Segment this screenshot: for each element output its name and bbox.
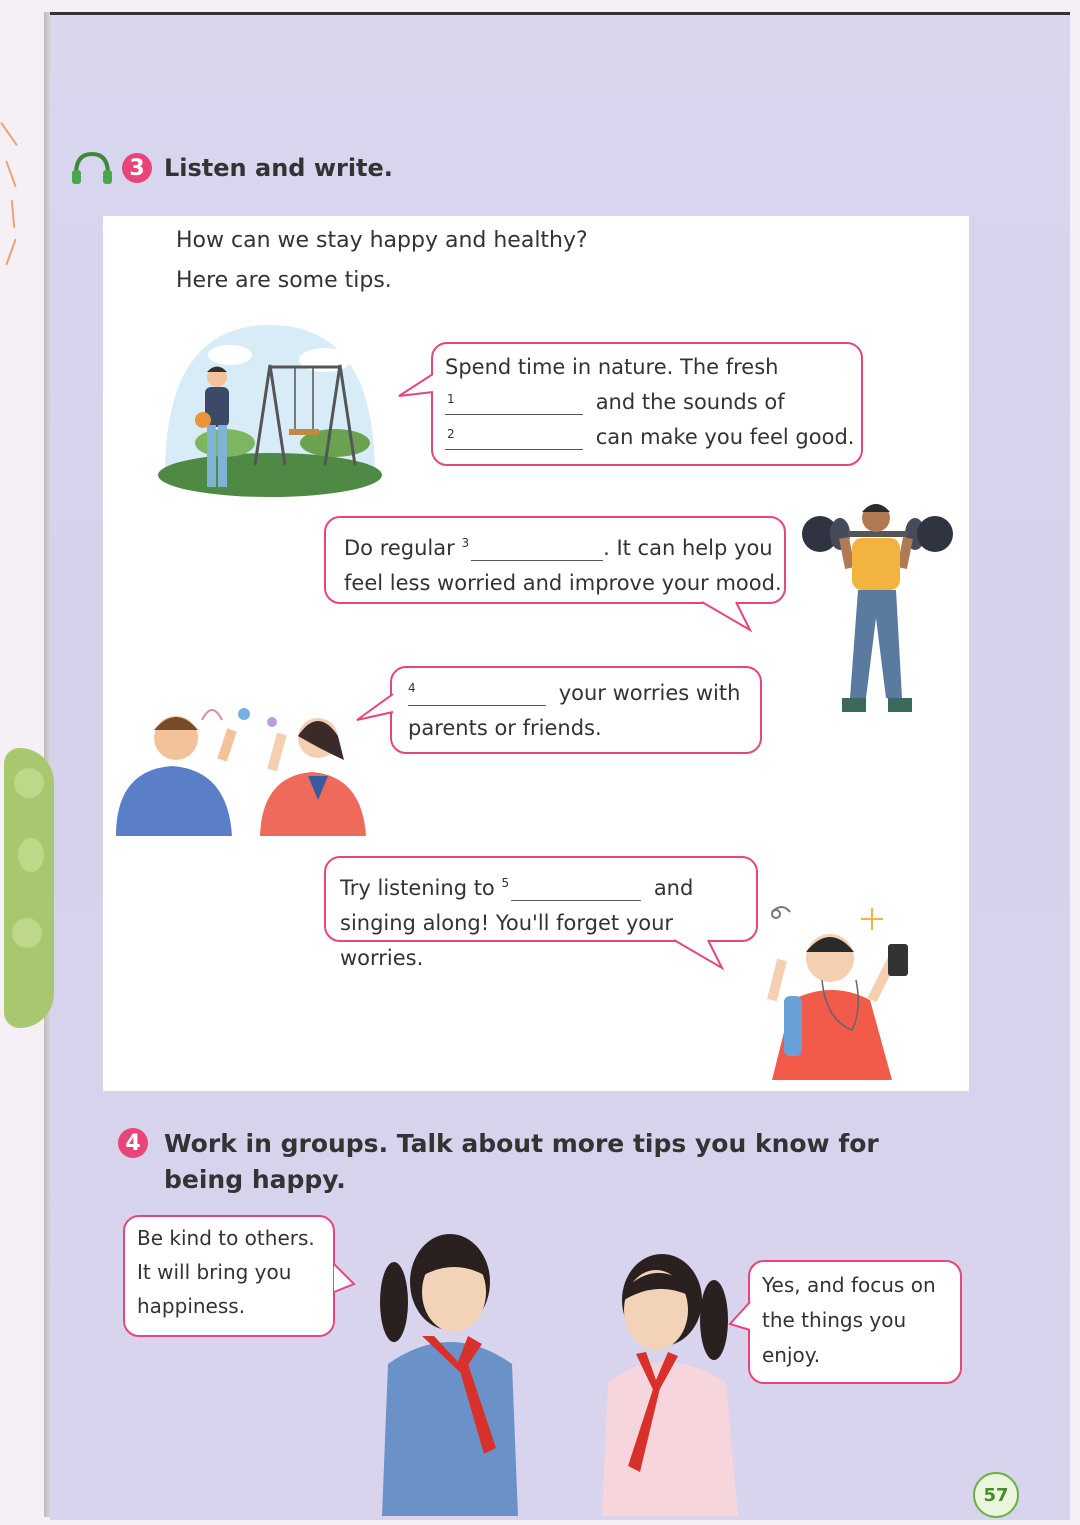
page-number: 57 <box>973 1472 1019 1518</box>
bubble-tail <box>700 600 756 634</box>
tip2-line2: feel less worried and improve your mood. <box>344 571 782 595</box>
bubble-left-line3: happiness. <box>137 1294 246 1318</box>
tip-bubble-4 <box>324 856 758 970</box>
answer-blank-1[interactable] <box>445 392 583 415</box>
section-4-header <box>118 1126 879 1198</box>
bubble-left-line2: It will bring you <box>137 1260 292 1284</box>
tip-bubble-1 <box>431 342 863 466</box>
section-number: 4 <box>118 1128 148 1158</box>
answer-blank-5[interactable] <box>511 878 641 901</box>
tip1-line1: Spend time in nature. The fresh <box>445 355 779 379</box>
bubble-tail <box>332 1262 358 1296</box>
blank-number: 4 <box>408 680 416 695</box>
section-3-header <box>70 150 393 186</box>
answer-blank-3[interactable] <box>471 538 603 561</box>
headphones-icon <box>70 150 114 186</box>
speech-bubble-left <box>123 1215 335 1337</box>
answer-blank-2[interactable] <box>445 427 583 450</box>
intro-text: Here are some tips. <box>176 268 392 293</box>
tip1-line2: and the sounds of <box>595 390 785 414</box>
tip4-line2: singing along! You'll forget your worries. <box>340 911 674 970</box>
music-boy-illustration <box>752 900 942 1080</box>
bubble-right-line1: Yes, and focus on <box>762 1273 936 1297</box>
section-title-line2: being happy. <box>164 1165 346 1194</box>
talking-illustration <box>112 700 374 836</box>
tip3-line2: parents or friends. <box>408 716 602 740</box>
blank-number: 5 <box>501 876 510 890</box>
tip-bubble-2 <box>324 516 786 604</box>
tip2-line1-pre: Do regular <box>344 536 455 560</box>
blank-number: 3 <box>461 536 470 550</box>
park-illustration <box>155 325 385 500</box>
blank-number: 2 <box>447 426 455 441</box>
tip-bubble-3 <box>390 666 762 754</box>
student-girl-left <box>372 1224 522 1516</box>
student-girl-right <box>598 1246 748 1516</box>
bubble-right-line3: enjoy. <box>762 1343 821 1367</box>
intro-question: How can we stay happy and healthy? <box>176 228 588 253</box>
answer-blank-4[interactable] <box>408 680 546 706</box>
section-title: Listen and write. <box>164 154 393 182</box>
tip4-line1-post: and <box>653 876 694 900</box>
section-number: 3 <box>122 153 152 183</box>
bubble-tail <box>397 372 435 400</box>
decor-line <box>5 239 16 266</box>
tip3-line1-post: your worries with <box>558 681 741 705</box>
bubble-left-line1: Be kind to others. <box>137 1226 315 1250</box>
weightlifter-illustration <box>800 498 955 728</box>
decor-line <box>0 122 18 146</box>
bush-illustration <box>4 748 54 1028</box>
section-title-line1: Work in groups. Talk about more tips you know for <box>164 1129 879 1158</box>
tip2-line1-post: . It can help you <box>603 536 773 560</box>
tip4-line1-pre: Try listening to <box>340 876 495 900</box>
blank-number: 1 <box>447 391 455 406</box>
speech-bubble-right <box>748 1260 962 1384</box>
decor-line <box>11 200 15 228</box>
bubble-tail <box>728 1300 752 1334</box>
bubble-right-line2: the things you <box>762 1308 907 1332</box>
tip1-line3: can make you feel good. <box>595 425 855 449</box>
decor-line <box>5 161 16 188</box>
bubble-tail <box>672 938 728 972</box>
